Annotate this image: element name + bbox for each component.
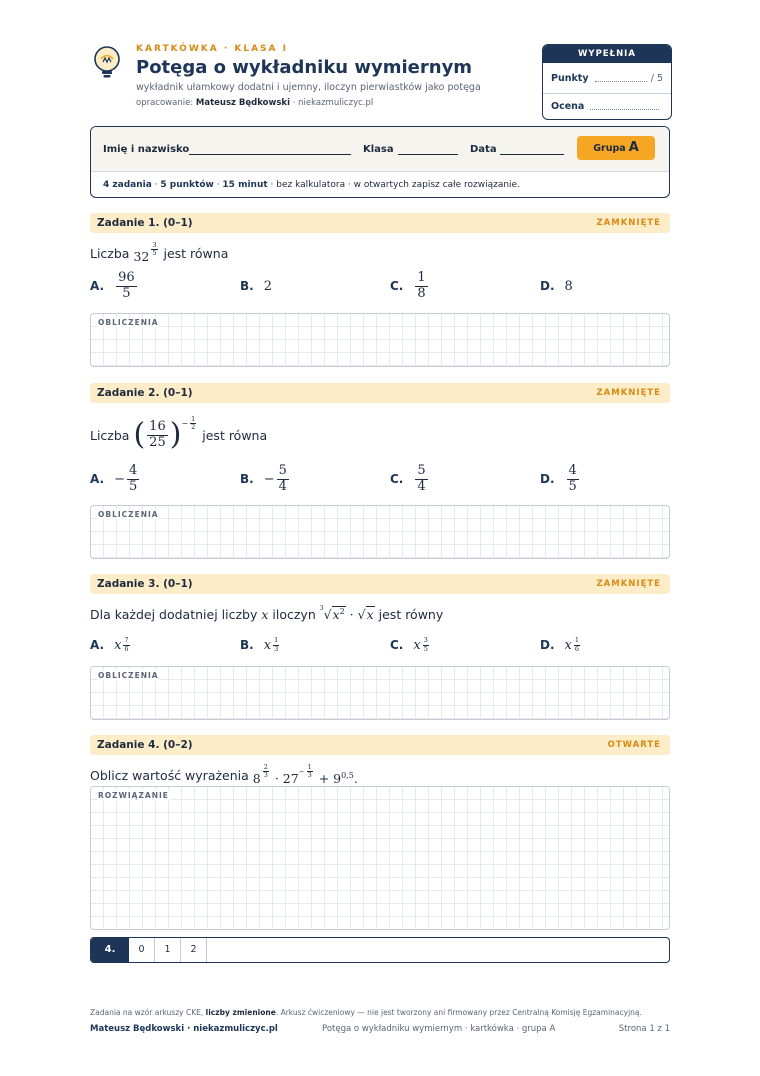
option-letter: B. xyxy=(240,472,254,486)
teacher-box xyxy=(542,44,672,120)
task-3-text-before: Dla każdej dodatniej liczby xyxy=(90,606,258,622)
points-label: Punkty xyxy=(551,73,589,84)
group-label: Grupa xyxy=(593,143,626,154)
summary-time: 15 minut xyxy=(222,180,268,190)
option-value: $\frac{4}{5}$ xyxy=(568,462,577,494)
name-field[interactable] xyxy=(189,154,351,155)
task-1-option-c[interactable] xyxy=(390,266,430,306)
option-value: x $\frac{7}{6}$ xyxy=(114,636,129,653)
footer-note-bold: liczby zmienione xyxy=(205,1008,276,1017)
task-3-option-a[interactable] xyxy=(90,625,132,665)
footer-note-after: . Arkusz ćwiczeniowy — nie jest tworzony ani firmowany przez Centralną Komisję Egzaminacyjną. xyxy=(275,1008,642,1017)
task-3-expression: 3 √ $x^2$ · √ x xyxy=(319,604,374,623)
grade-label: Ocena xyxy=(551,101,585,112)
group-badge xyxy=(577,136,655,160)
option-value: x $\frac{1}{3}$ xyxy=(263,636,279,653)
teacher-box-divider xyxy=(543,93,671,94)
task-3-header xyxy=(90,574,670,594)
task-2-option-c[interactable] xyxy=(390,459,430,499)
work-area-label: ROZWIĄZANIE xyxy=(98,791,169,800)
option-value: $\frac{96}{5}$ xyxy=(118,269,135,301)
student-fields xyxy=(91,127,669,171)
task-1-question xyxy=(90,243,228,263)
option-letter: A. xyxy=(90,472,105,486)
work-area-label: OBLICZENIA xyxy=(98,671,159,680)
option-value: − $\frac{4}{5}$ xyxy=(114,462,138,494)
task-1-work-area[interactable] xyxy=(90,313,670,367)
score-task-number: 4. xyxy=(91,938,129,962)
task-2-question xyxy=(90,412,267,458)
option-letter: B. xyxy=(240,279,254,293)
task-3-option-d[interactable] xyxy=(540,625,582,665)
footer-note xyxy=(90,1008,642,1017)
option-value: 8 xyxy=(564,278,573,294)
page-header xyxy=(90,42,672,122)
page-subtitle: wykładnik ułamkowy dodatni i ujemny, iloczyn pierwiastków jako potęga xyxy=(136,82,481,93)
task-1-option-a[interactable] xyxy=(90,266,139,306)
option-value: x $\frac{3}{5}$ xyxy=(413,636,428,653)
task-1-type: ZAMKNIĘTE xyxy=(596,218,661,228)
author-name: Mateusz Będkowski xyxy=(195,98,291,108)
option-value: − $\frac{5}{4}$ xyxy=(263,462,287,494)
score-cell-1[interactable]: 1 xyxy=(155,938,181,962)
task-3-type: ZAMKNIĘTE xyxy=(596,579,661,589)
work-area-label: OBLICZENIA xyxy=(98,318,159,327)
task-1-header xyxy=(90,213,670,233)
author-line xyxy=(136,98,373,108)
task-3-text-mid: iloczyn xyxy=(272,606,316,622)
date-label: Data xyxy=(470,144,497,155)
option-value: 2 xyxy=(263,278,272,294)
footer-author: Mateusz Będkowski · niekazmuliczyc.pl xyxy=(90,1024,278,1034)
option-letter: B. xyxy=(240,638,254,652)
author-prefix: opracowanie: xyxy=(136,98,194,108)
option-letter: D. xyxy=(540,279,555,293)
task-4-name: Zadanie 4. (0–2) xyxy=(97,739,193,751)
name-label: Imię i nazwisko xyxy=(103,144,190,155)
summary-points: 5 punktów xyxy=(160,180,214,190)
task-1-option-d[interactable] xyxy=(540,266,573,306)
task-3-text-after: jest równy xyxy=(378,606,444,622)
task-2-option-b[interactable] xyxy=(240,459,291,499)
option-letter: C. xyxy=(390,279,404,293)
task-2-expression: ( $\frac{16}{25}$ ) − $\frac{1}{2}$ xyxy=(133,414,196,452)
task-1-expression: 32 $^{\frac{3}{5}}$ xyxy=(133,241,157,264)
class-field[interactable] xyxy=(398,154,458,155)
task-4-expression: 8 $^{\frac{2}{3}}$ · $27^{- \frac{1}{3}}$ + $9^{0,5}$. xyxy=(252,763,358,786)
task-3-name: Zadanie 3. (0–1) xyxy=(97,578,193,590)
option-letter: C. xyxy=(390,472,404,486)
series-label: KARTKÓWKA · KLASA I xyxy=(136,44,288,54)
task-2-work-area[interactable] xyxy=(90,505,670,559)
option-value: $\frac{5}{4}$ xyxy=(417,462,426,494)
task-2-name: Zadanie 2. (0–1) xyxy=(97,387,193,399)
task-4-question xyxy=(90,764,358,786)
option-value: $\frac{1}{8}$ xyxy=(417,269,426,301)
student-info-box xyxy=(90,126,670,198)
group-letter: A xyxy=(628,140,639,155)
task-2-header xyxy=(90,383,670,403)
option-value: x $\frac{1}{6}$ xyxy=(564,636,580,653)
task-4-type: OTWARTE xyxy=(607,740,661,750)
task-4-header xyxy=(90,735,670,755)
grade-row xyxy=(551,101,663,112)
option-letter: A. xyxy=(90,279,105,293)
footer-note-before: Zadania na wzór arkuszy CKE, xyxy=(90,1008,204,1017)
task-1-text-before: Liczba xyxy=(90,245,130,261)
task-4-solution-area[interactable] xyxy=(90,786,670,930)
summary-tasks: 4 zadania xyxy=(103,180,152,190)
task-2-option-a[interactable] xyxy=(90,459,141,499)
page-title: Potęga o wykładniku wymiernym xyxy=(136,57,473,78)
task-3-option-b[interactable] xyxy=(240,625,281,665)
lightbulb-icon xyxy=(90,44,124,80)
summary-rest: · bez kalkulatora · w otwartych zapisz całe rozwiązanie. xyxy=(270,180,520,190)
option-letter: A. xyxy=(90,638,105,652)
option-letter: D. xyxy=(540,472,555,486)
task-2-options xyxy=(90,459,670,499)
class-label: Klasa xyxy=(363,144,394,155)
task-1-option-b[interactable] xyxy=(240,266,272,306)
points-max: / 5 xyxy=(650,73,663,84)
task-2-text-after: jest równa xyxy=(202,427,268,443)
points-row xyxy=(551,73,663,84)
task-2-text-before: Liczba xyxy=(90,427,130,443)
score-cell-2[interactable]: 2 xyxy=(181,938,207,962)
task-4-text-before: Oblicz wartość wyrażenia xyxy=(90,767,249,783)
task-3-work-area[interactable] xyxy=(90,666,670,720)
task-1-options xyxy=(90,266,670,306)
work-area-label: OBLICZENIA xyxy=(98,510,159,519)
option-letter: C. xyxy=(390,638,404,652)
date-field[interactable] xyxy=(500,154,564,155)
task-2-option-d[interactable] xyxy=(540,459,581,499)
task-4-score-bar xyxy=(90,937,670,963)
option-letter: D. xyxy=(540,638,555,652)
task-2-type: ZAMKNIĘTE xyxy=(596,388,661,398)
author-site: · niekazmuliczyc.pl xyxy=(292,98,374,108)
grade-field[interactable] xyxy=(590,109,659,110)
task-1-name: Zadanie 1. (0–1) xyxy=(97,217,193,229)
task-3-options xyxy=(90,625,670,665)
footer-page-number: Strona 1 z 1 xyxy=(618,1024,670,1034)
score-cell-0[interactable]: 0 xyxy=(129,938,155,962)
footer-title: Potęga o wykładniku wymiernym · kartkówka · grupa A xyxy=(322,1024,556,1034)
points-field[interactable] xyxy=(595,81,647,82)
task-3-option-c[interactable] xyxy=(390,625,431,665)
task-3-question: Dla każdej dodatniej liczby x iloczyn 3 √ $x^2$ · √ x jest równy xyxy=(90,604,444,623)
task-1-text-after: jest równa xyxy=(163,245,229,261)
teacher-box-heading: WYPEŁNIA NAUCZYCIEL xyxy=(543,45,671,63)
test-summary: 4 zadania · 5 punktów · 15 minut · bez kalkulatora · w otwartych zapisz całe rozwiązanie. xyxy=(91,171,669,198)
